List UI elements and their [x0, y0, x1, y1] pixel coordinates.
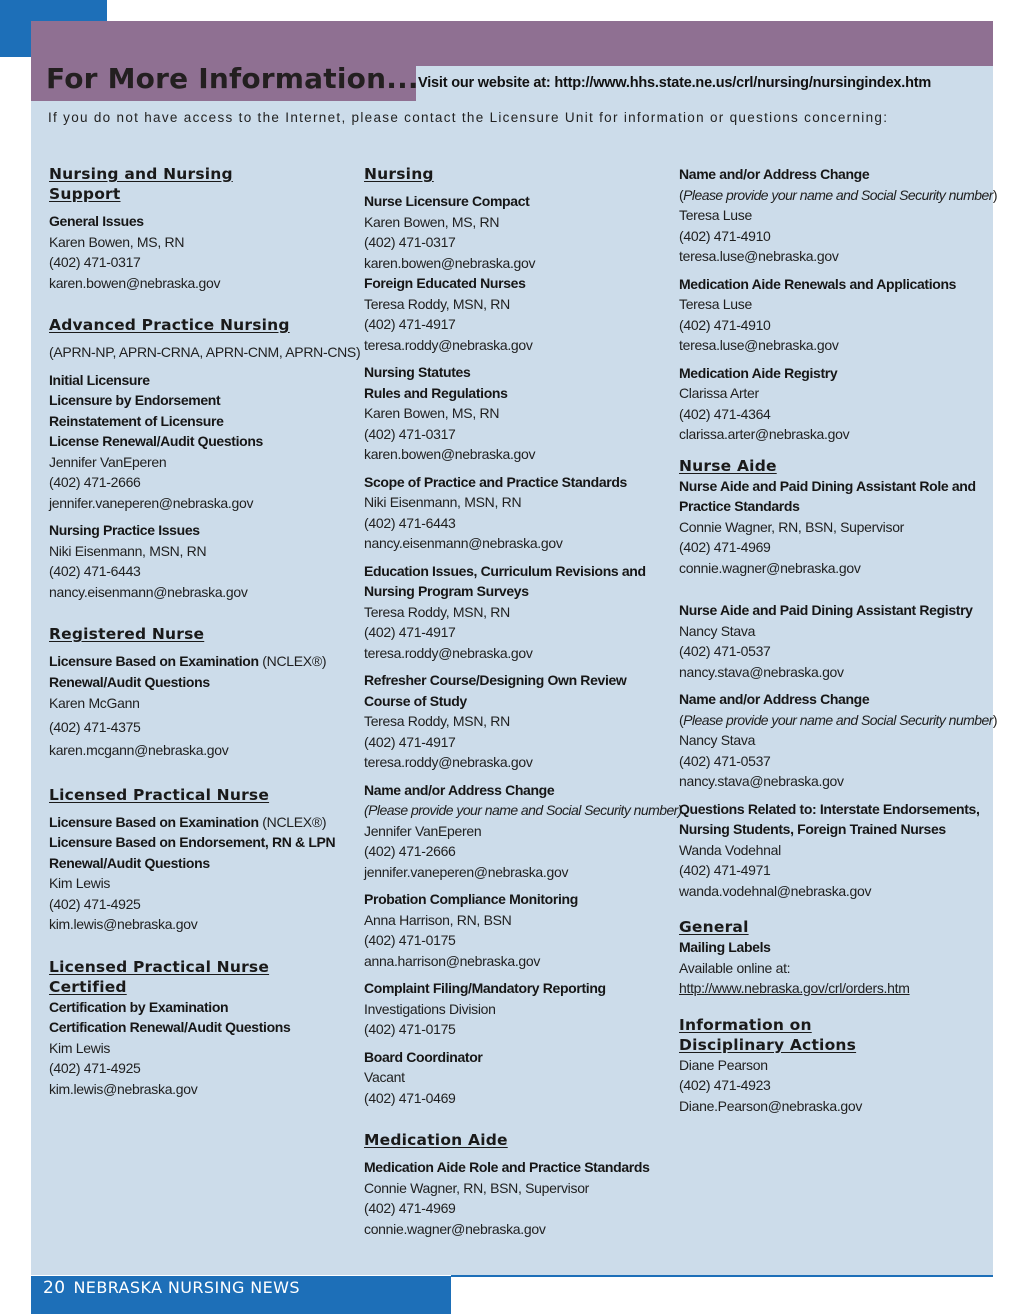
- publication-name: NEBRASKA NURSING NEWS: [73, 1278, 300, 1297]
- contact-name: Vacant: [364, 1069, 405, 1085]
- section-heading-disciplinary-actions: Information on Disciplinary Actions: [679, 1015, 857, 1054]
- contact-name: Nancy Stava: [679, 622, 756, 639]
- contact-phone: (402) 471-0317: [49, 254, 141, 270]
- intro-text: If you do not have access to the Internet, please contact the Licensure Unit for information or questions concerning:: [48, 110, 889, 125]
- contact-name: Connie Wagner, RN, BSN, Supervisor: [679, 518, 905, 535]
- contact-email[interactable]: wanda.vodehnal@nebraska.gov: [679, 882, 872, 899]
- contact-name: Connie Wagner, RN, BSN, Supervisor: [364, 1179, 590, 1196]
- section-heading-nursing-support: Nursing and Nursing Support: [49, 165, 233, 203]
- topic-label: Name and/or Address Change: [364, 781, 555, 798]
- topic-label: Certification by Examination: [49, 998, 229, 1015]
- contact-email[interactable]: jennifer.vaneperen@nebraska.gov: [364, 863, 569, 880]
- section-subtitle: (APRN-NP, APRN-CRNA, APRN-CNM, APRN-CNS): [49, 344, 361, 360]
- contact-phone: (402) 471-6443: [49, 563, 141, 579]
- contact-phone: (402) 471-4971: [679, 862, 771, 878]
- topic-label: Nurse Aide and Paid Dining Assistant Registry: [679, 602, 973, 618]
- contact-name: Diane Pearson: [679, 1056, 768, 1073]
- contact-email[interactable]: connie.wagner@nebraska.gov: [364, 1220, 546, 1237]
- topic-label: Nurse Licensure Compact: [364, 193, 530, 209]
- contact-phone: (402) 471-4375: [49, 718, 141, 735]
- contact-phone: (402) 471-4925: [49, 895, 141, 912]
- page-number: 20: [43, 1278, 66, 1298]
- topic-label: Name and/or Address Change: [679, 691, 870, 707]
- contact-email[interactable]: Diane.Pearson@nebraska.gov: [679, 1097, 863, 1114]
- topic-label: Licensure Based on Examination (NCLEX®): [49, 653, 327, 669]
- contact-phone: (402) 471-0317: [364, 425, 456, 442]
- mailing-labels-link[interactable]: http://www.nebraska.gov/crl/orders.htm: [679, 980, 910, 996]
- section-heading-medication-aide: Medication Aide: [364, 1131, 508, 1149]
- contact-name: Teresa Luse: [679, 296, 752, 312]
- section-heading-lpn: Licensed Practical Nurse: [49, 785, 270, 804]
- topic-label: Reinstatement of Licensure: [49, 412, 224, 429]
- contact-phone: (402) 471-4925: [49, 1060, 141, 1076]
- contact-phone: (402) 471-4969: [679, 539, 771, 555]
- contact-email[interactable]: connie.wagner@nebraska.gov: [679, 559, 861, 576]
- topic-label: General Issues: [49, 213, 144, 229]
- section-heading-nursing: Nursing: [364, 165, 434, 183]
- contact-name: Karen Bowen, MS, RN: [364, 213, 500, 230]
- section-heading-advanced-practice: Advanced Practice Nursing: [49, 316, 290, 334]
- topic-label: Renewal/Audit Questions: [49, 673, 210, 690]
- topic-label: Complaint Filing/Mandatory Reporting: [364, 980, 606, 996]
- contact-name: Kim Lewis: [49, 1039, 111, 1056]
- contact-name: Teresa Roddy, MSN, RN: [364, 603, 510, 620]
- contact-email[interactable]: nancy.stava@nebraska.gov: [679, 663, 844, 680]
- contact-phone: (402) 471-0469: [364, 1089, 456, 1106]
- contact-phone: (402) 471-2666: [49, 474, 141, 490]
- topic-label: Medication Aide Registry: [679, 364, 838, 381]
- topic-label: License Renewal/Audit Questions: [49, 433, 263, 449]
- topic-label: Nursing Students, Foreign Trained Nurses: [679, 821, 946, 837]
- contact-phone: (402) 471-4917: [364, 733, 456, 750]
- contact-email[interactable]: teresa.roddy@nebraska.gov: [364, 644, 533, 661]
- topic-label: Certification Renewal/Audit Questions: [49, 1019, 291, 1035]
- contact-email[interactable]: karen.bowen@nebraska.gov: [49, 274, 221, 291]
- column-middle: [364, 164, 682, 1239]
- info-text: Available online at:: [679, 959, 791, 976]
- website-link[interactable]: Visit our website at: http://www.hhs.state.ne.us/crl/nursing/nursingindex.htm: [418, 75, 932, 91]
- topic-label: Medication Aide Renewals and Applications: [679, 275, 957, 292]
- section-heading-nurse-aide: Nurse Aide: [679, 456, 777, 475]
- contact-phone: (402) 471-4917: [364, 316, 456, 332]
- topic-label: Nurse Aide and Paid Dining Assistant Role and: [679, 477, 976, 494]
- contact-email[interactable]: kim.lewis@nebraska.gov: [49, 1080, 198, 1097]
- contact-email[interactable]: anna.harrison@nebraska.gov: [364, 952, 541, 969]
- topic-label: Education Issues, Curriculum Revisions and: [364, 562, 646, 579]
- topic-label: Rules and Regulations: [364, 384, 508, 401]
- contact-name: Wanda Vodehnal: [679, 841, 781, 858]
- topic-label: Mailing Labels: [679, 939, 771, 955]
- page-title: For More Information...: [46, 62, 419, 95]
- contact-name: Kim Lewis: [49, 875, 111, 891]
- topic-label: Nursing Practice Issues: [49, 522, 200, 538]
- topic-label: Licensure Based on Examination (NCLEX®): [49, 813, 327, 830]
- contact-phone: (402) 471-4910: [679, 316, 771, 333]
- contact-name: Clarissa Arter: [679, 385, 759, 401]
- contact-phone: (402) 471-0537: [679, 643, 771, 659]
- instruction-note: (Please provide your name and Social Security number): [679, 186, 997, 203]
- contact-email[interactable]: kim.lewis@nebraska.gov: [49, 916, 198, 932]
- contact-email[interactable]: clarissa.arter@nebraska.gov: [679, 426, 850, 442]
- contact-name: Karen Bowen, MS, RN: [364, 405, 500, 421]
- contact-name: Teresa Roddy, MSN, RN: [364, 713, 510, 729]
- topic-label: Name and/or Address Change: [679, 166, 870, 182]
- title-band: [31, 21, 993, 66]
- instruction-note: (Please provide your name and Social Security number): [679, 711, 997, 728]
- column-right: [679, 164, 997, 1116]
- contact-email[interactable]: karen.mcgann@nebraska.gov: [49, 742, 229, 758]
- contact-name: Niki Eisenmann, MSN, RN: [49, 542, 207, 559]
- contact-email[interactable]: nancy.stava@nebraska.gov: [679, 773, 844, 789]
- section-heading-lpn-certified: Licensed Practical Nurse Certified: [49, 957, 270, 996]
- topic-label: Medication Aide Role and Practice Standards: [364, 1159, 650, 1175]
- topic-label: Questions Related to: Interstate Endorsements,: [679, 800, 980, 817]
- instruction-note: (Please provide your name and Social Security number): [364, 802, 682, 818]
- contact-name: Karen Bowen, MS, RN: [49, 233, 185, 250]
- contact-phone: (402) 471-4364: [679, 405, 771, 422]
- contact-name: Anna Harrison, RN, BSN: [364, 911, 512, 928]
- contact-email[interactable]: teresa.luse@nebraska.gov: [679, 337, 839, 353]
- contact-name: Jennifer VanEperen: [49, 453, 167, 470]
- topic-label: Board Coordinator: [364, 1048, 483, 1065]
- contact-email[interactable]: teresa.luse@nebraska.gov: [679, 248, 839, 264]
- contact-phone: (402) 471-4910: [679, 227, 771, 244]
- contact-phone: (402) 471-0317: [364, 234, 456, 250]
- topic-label: Scope of Practice and Practice Standards: [364, 473, 627, 490]
- contact-email[interactable]: teresa.roddy@nebraska.gov: [364, 336, 533, 353]
- topic-label: Licensure by Endorsement: [49, 392, 221, 408]
- footer-text: [43, 1278, 300, 1298]
- topic-label: Renewal/Audit Questions: [49, 854, 210, 871]
- section-heading-general: General: [679, 918, 749, 936]
- topic-label: Initial Licensure: [49, 371, 150, 388]
- topic-label: Nursing Program Surveys: [364, 583, 529, 599]
- contact-phone: (402) 471-4923: [679, 1077, 771, 1093]
- contact-name: Investigations Division: [364, 1000, 496, 1017]
- contact-email[interactable]: karen.bowen@nebraska.gov: [364, 254, 536, 271]
- contact-name: Jennifer VanEperen: [364, 822, 482, 839]
- contact-email[interactable]: jennifer.vaneperen@nebraska.gov: [49, 494, 254, 511]
- contact-name: Niki Eisenmann, MSN, RN: [364, 494, 522, 510]
- contact-email[interactable]: nancy.eisenmann@nebraska.gov: [49, 583, 248, 600]
- contact-name: Nancy Stava: [679, 732, 756, 748]
- topic-label: Probation Compliance Monitoring: [364, 891, 578, 907]
- contact-phone: (402) 471-0175: [364, 1021, 456, 1037]
- contact-email[interactable]: karen.bowen@nebraska.gov: [364, 446, 536, 462]
- topic-label: Licensure Based on Endorsement, RN & LPN: [49, 834, 336, 850]
- contact-name: Teresa Luse: [679, 207, 752, 223]
- contact-name: Teresa Roddy, MSN, RN: [364, 295, 510, 312]
- contact-phone: (402) 471-0175: [364, 932, 456, 948]
- contact-email[interactable]: nancy.eisenmann@nebraska.gov: [364, 535, 563, 551]
- contact-phone: (402) 471-4917: [364, 624, 456, 640]
- section-heading-registered-nurse: Registered Nurse: [49, 625, 205, 643]
- topic-label: Foreign Educated Nurses: [364, 275, 526, 291]
- topic-label: Course of Study: [364, 692, 467, 709]
- contact-phone: (402) 471-2666: [364, 843, 456, 859]
- contact-name: Karen McGann: [49, 695, 140, 711]
- contact-phone: (402) 471-0537: [679, 752, 771, 769]
- topic-label: Nursing Statutes: [364, 364, 471, 380]
- contact-email[interactable]: teresa.roddy@nebraska.gov: [364, 754, 533, 770]
- footer-rule: [451, 1275, 993, 1277]
- contact-phone: (402) 471-6443: [364, 514, 456, 531]
- topic-label: Practice Standards: [679, 498, 800, 514]
- column-left: [49, 164, 359, 1099]
- topic-label: Refresher Course/Designing Own Review: [364, 672, 627, 688]
- contact-phone: (402) 471-4969: [364, 1200, 456, 1216]
